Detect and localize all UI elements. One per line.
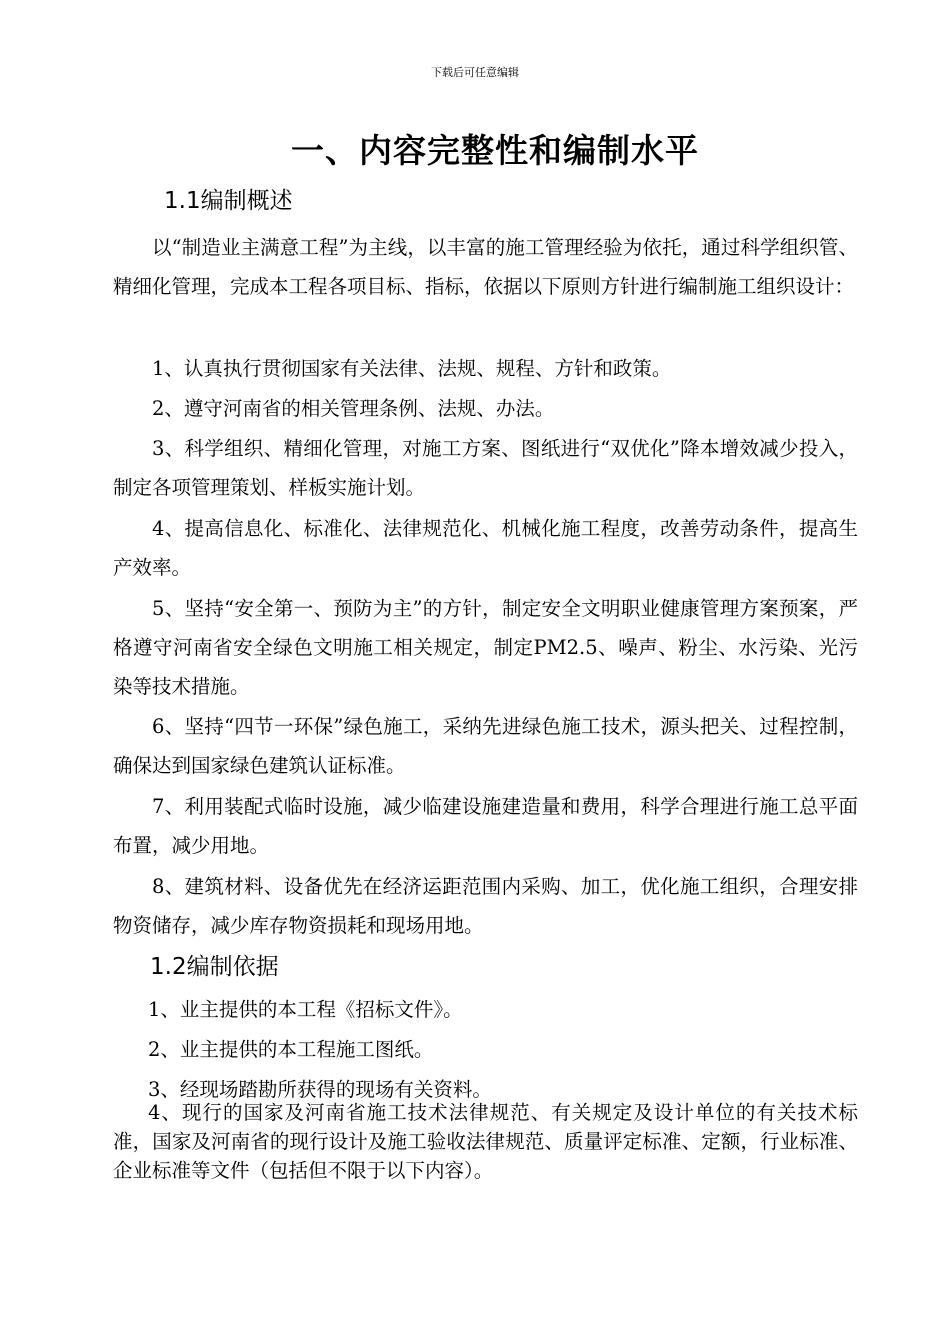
section-heading-1-1: 1.1编制概述: [164, 188, 293, 214]
intro-paragraph: 以“制造业主满意工程”为主线，以丰富的施工管理经验为依托，通过科学组织管、精细化管理，完成本工程各项目标、指标，依据以下原则方针进行编制施工组织设计：: [113, 236, 858, 298]
principle-item-2: 2、遵守河南省的相关管理条例、法规、办法。: [152, 397, 555, 420]
principle-item-7: 7、利用装配式临时设施，减少临建设施建造量和费用，科学合理进行施工总平面布置，减少用地。: [113, 795, 858, 857]
basis-item-4: 4、现行的国家及河南省施工技术法律规范、有关规定及设计单位的有关技术标准，国家及河南省的现行设计及施工验收法律规范、质量评定标准、定额，行业标准、企业标准等文件（包括但不限于以下内容）。: [113, 1101, 858, 1182]
principle-item-3: 3、科学组织、精细化管理，对施工方案、图纸进行“双优化”降本增效减少投入，制定各项管理策划、样板实施计划。: [113, 437, 858, 499]
basis-item-1: 1、业主提供的本工程《招标文件》。: [148, 998, 463, 1021]
principle-item-5: 5、坚持“安全第一、预防为主”的方针，制定安全文明职业健康管理方案预案，严格遵守河南省安全绿色文明施工相关规定，制定PM2.5、噪声、粉尘、水污染、光污染等技术措施。: [113, 597, 858, 698]
section-heading-1-2: 1.2编制依据: [150, 954, 279, 980]
document-title: 一、内容完整性和编制水平: [291, 131, 699, 170]
basis-item-2: 2、业主提供的本工程施工图纸。: [148, 1038, 434, 1061]
principle-item-6: 6、坚持“四节一环保”绿色施工，采纳先进绿色施工技术，源头把关、过程控制，确保达到国家绿色建筑认证标准。: [113, 715, 858, 777]
basis-item-3: 3、经现场踏勘所获得的现场有关资料。: [148, 1078, 492, 1101]
page-header-note: 下载后可任意编辑: [431, 66, 519, 79]
principle-item-1: 1、认真执行贯彻国家有关法律、法规、规程、方针和政策。: [152, 357, 672, 380]
principle-item-8: 8、建筑材料、设备优先在经济运距范围内采购、加工，优化施工组织，合理安排物资储存，减少库存物资损耗和现场用地。: [113, 875, 858, 937]
principle-item-4: 4、提高信息化、标准化、法律规范化、机械化施工程度，改善劳动条件，提高生产效率。: [113, 517, 858, 579]
